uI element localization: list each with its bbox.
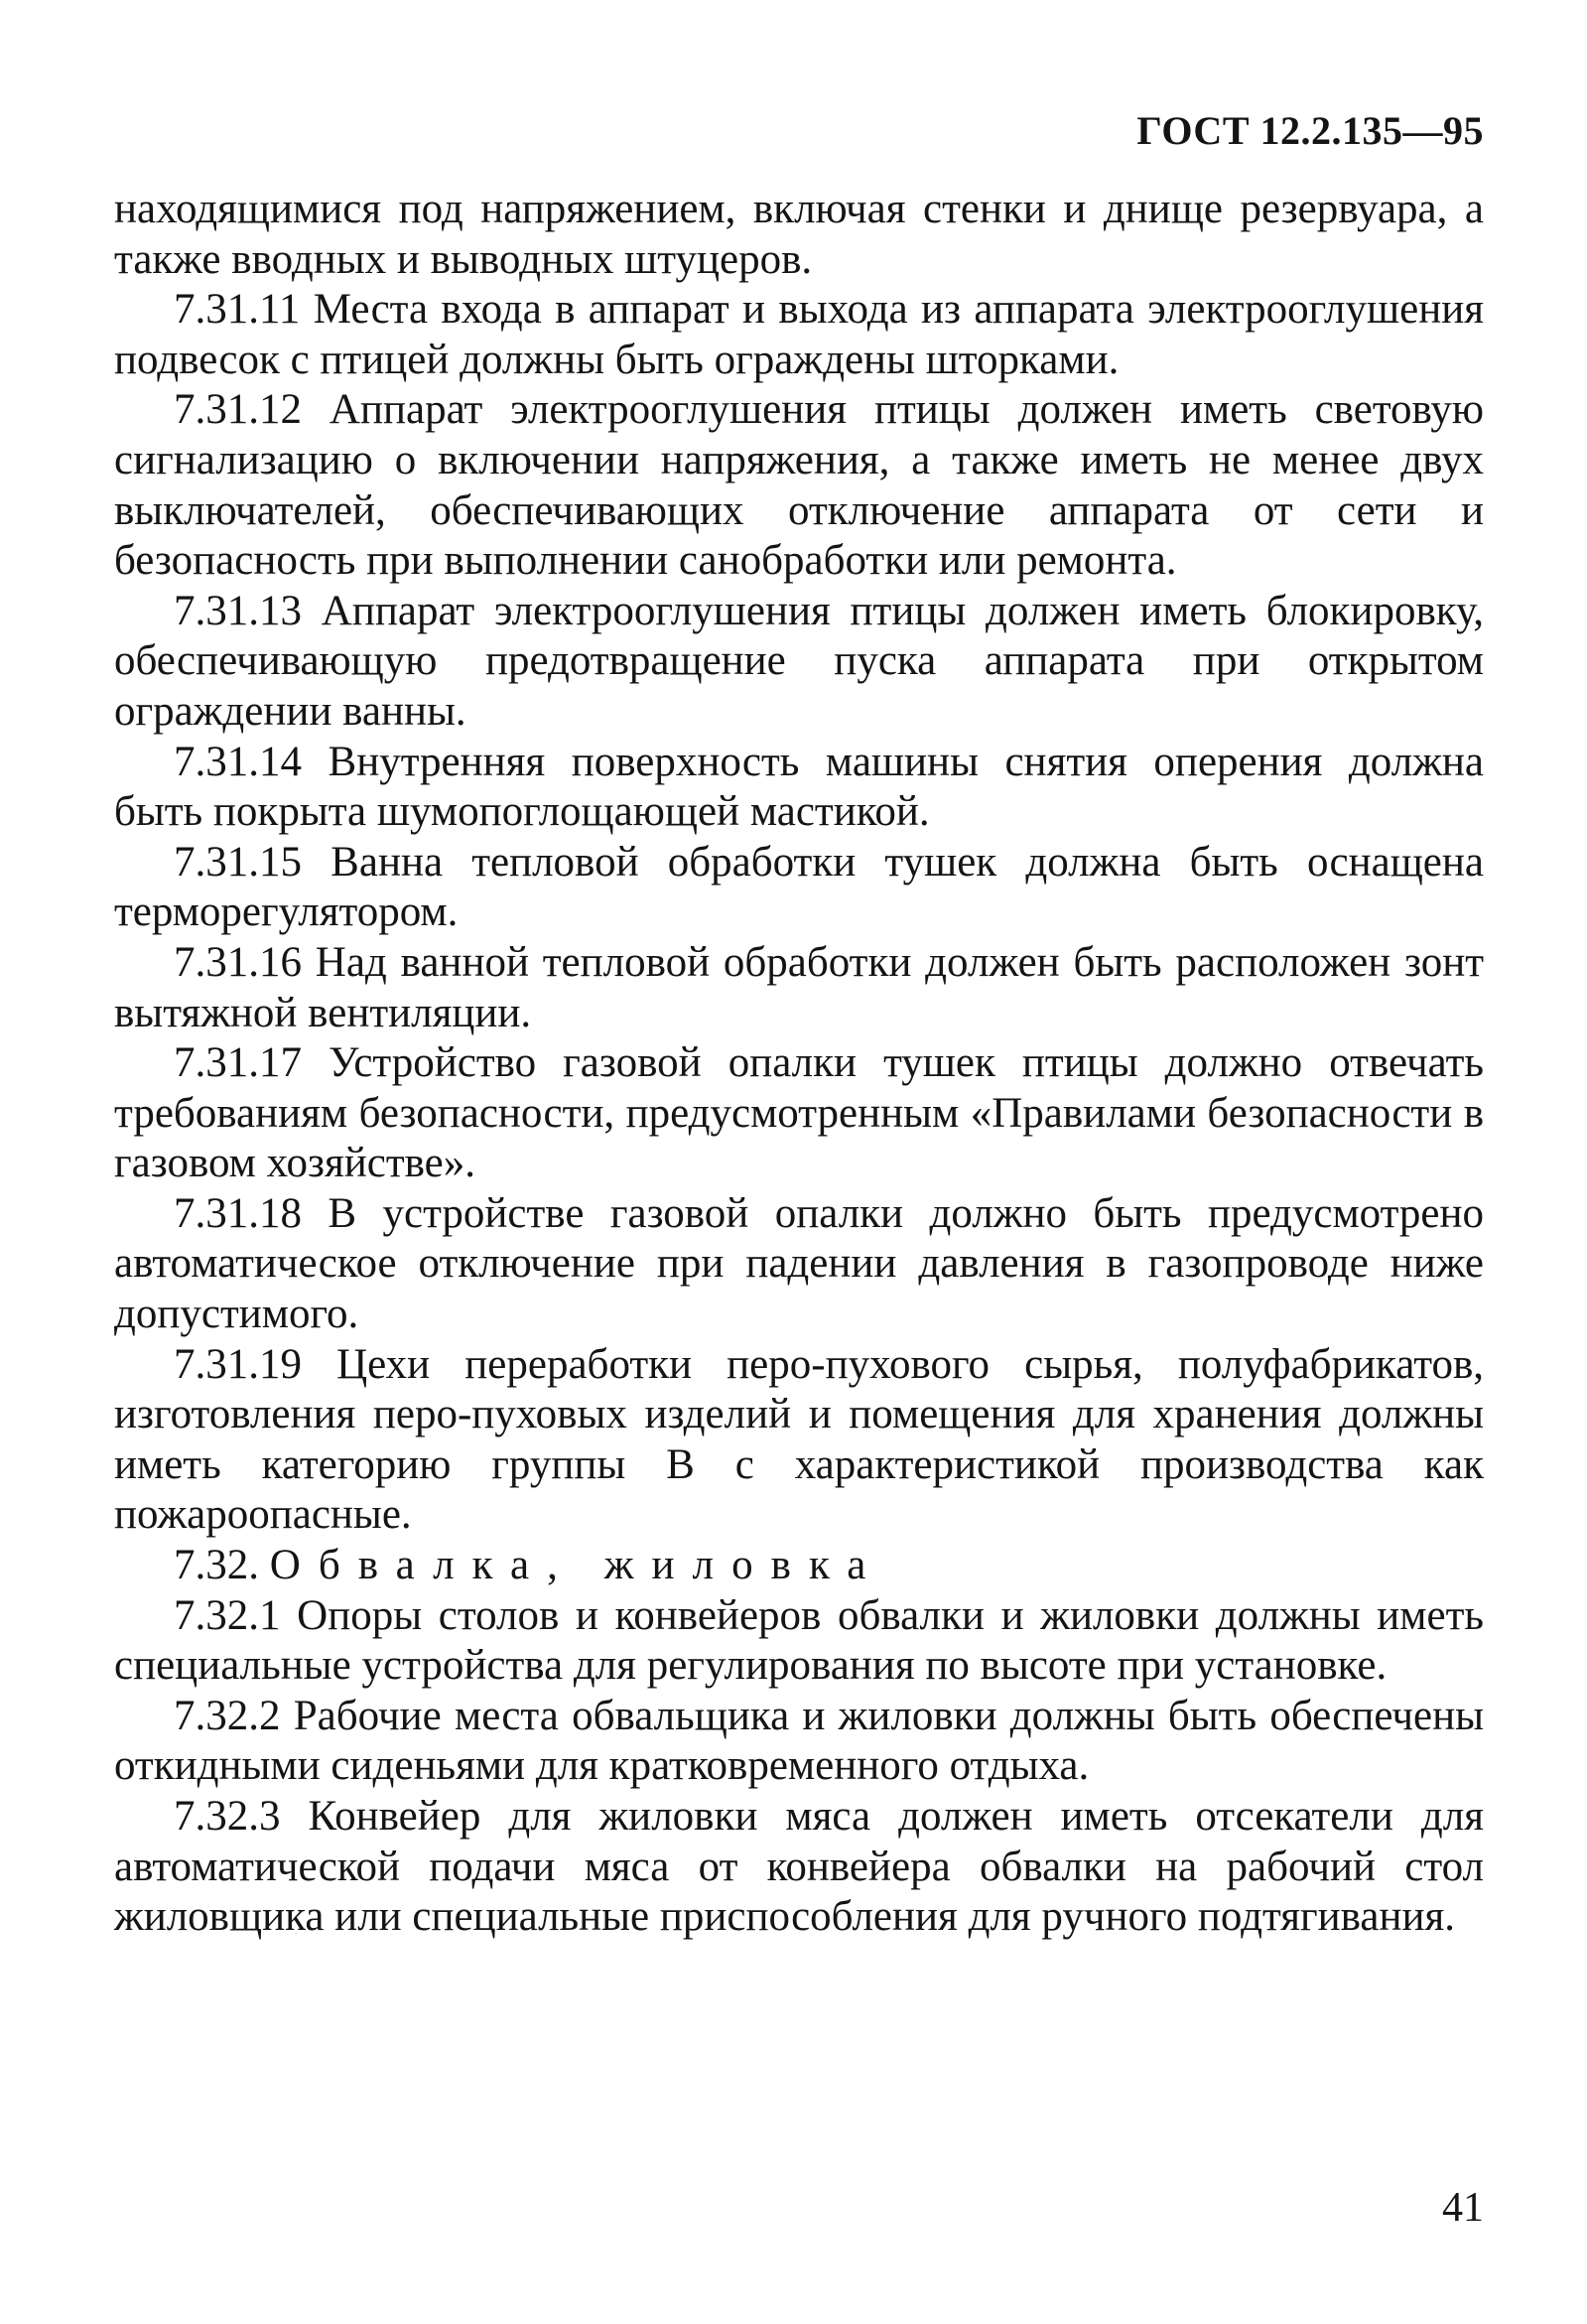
paragraph-number: 7.31.12 [174,386,302,434]
paragraph-text: Устройство газовой опалки тушек птицы должно отвечать требованиям безопасности, предусмотренным «Правилами безопасности в газовом хозяйстве». [114,1039,1485,1187]
paragraph-text: Аппарат электрооглушения птицы должен иметь световую сигнализацию о включении напряжения, а также иметь не менее двух выключателей, обеспечивающих отключение аппарата от сети и безопасность при выполнении санобработки или ремонта. [114,386,1485,585]
paragraph-number: 7.32.1 [174,1591,281,1639]
paragraph-7-31-15 [114,838,1484,938]
paragraph-7-31-11 [114,285,1484,385]
paragraph-text: Рабочие места обвальщика и жиловки должны быть обеспечены откидными сиденьями для кратковременного отдыха. [114,1692,1485,1790]
paragraph-7-31-13 [114,587,1484,738]
paragraph-text: В устройстве газовой опалки должно быть предусмотрено автоматическое отключение при падении давления в газопроводе ниже допустимого. [114,1189,1485,1338]
paragraph-number: 7.31.19 [174,1340,302,1388]
section-heading [114,1541,1484,1591]
paragraph-number: 7.31.18 [174,1189,302,1237]
paragraph-7-32-1 [114,1591,1484,1692]
paragraph-7-32-2 [114,1692,1484,1792]
paragraph-7-31-16 [114,938,1484,1038]
paragraph-text: Аппарат электрооглушения птицы должен иметь блокировку, обеспечивающую предотвращение пуска аппарата при открытом ограждении ванны. [114,587,1484,735]
paragraph-number: 7.31.16 [174,938,302,986]
paragraph-7-32-3 [114,1792,1484,1943]
paragraph-text: Места входа в аппарат и выхода из аппарата электрооглушения подвесок с птицей должны быть ограждены шторками. [114,286,1485,383]
paragraph-text: Ванна тепловой обработки тушек должна быть оснащена терморегулятором. [114,838,1484,936]
paragraph-text: Над ванной тепловой обработки должен быть расположен зонт вытяжной вентиляции. [114,938,1485,1036]
standard-code-header: ГОСТ 12.2.135—95 [1136,108,1484,153]
paragraph-number: 7.31.13 [174,587,302,634]
paragraph-text: находящимися под напряжением, включая стенки и днище резервуара, а также вводных и выводных штуцеров. [114,186,1484,283]
paragraph-number: 7.31.15 [174,838,302,886]
paragraph-text: Опоры столов и конвейеров обвалки и жиловки должны иметь специальные устройства для регулирования по высоте при установке. [114,1591,1485,1690]
paragraph-text: Конвейер для жиловки мяса должен иметь отсекатели для автоматической подачи мяса от конвейера обвалки на рабочий стол жиловщика или специальные приспособления для ручного подтягивания. [114,1793,1485,1941]
section-title: Обвалка, жиловка [269,1542,884,1589]
paragraph-7-31-17 [114,1038,1484,1189]
paragraph-number: 7.32.3 [174,1793,281,1840]
paragraph-number: 7.31.17 [174,1039,302,1087]
paragraph-7-31-19 [114,1340,1484,1541]
paragraph-number: 7.31.14 [174,738,302,785]
paragraph-text: Внутренняя поверхность машины снятия оперения должна быть покрыта шумопоглощающей мастикой. [114,738,1485,836]
paragraph-7-31-18 [114,1189,1484,1340]
paragraph-continuation [114,185,1484,285]
paragraph-7-31-14 [114,738,1484,838]
section-number: 7.32. [174,1542,259,1589]
paragraph-text: Цехи переработки перо-пухового сырья, полуфабрикатов, изготовления перо-пуховых изделий и помещения для хранения должны иметь категорию группы В с характеристикой производства как пожароопасные. [114,1340,1485,1539]
body-text [114,185,1484,1943]
paragraph-number: 7.31.11 [174,286,301,334]
paragraph-number: 7.32.2 [174,1692,281,1739]
paragraph-7-31-12 [114,385,1484,586]
page-number: 41 [1442,2185,1484,2231]
